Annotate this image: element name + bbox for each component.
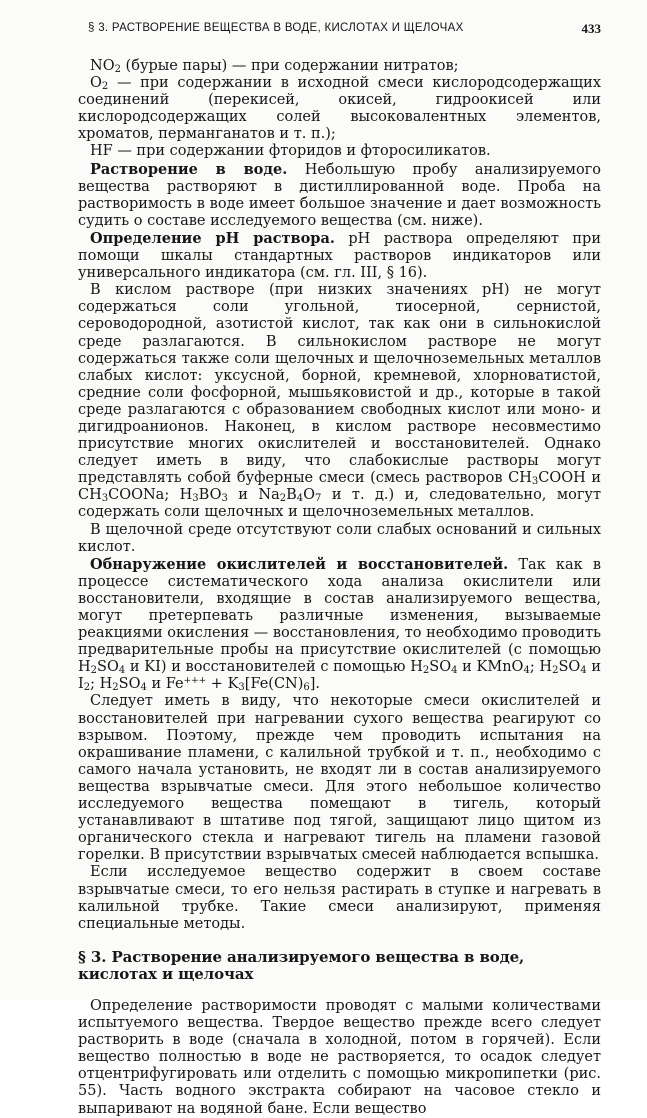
water-heading: Растворение в воде. [90,160,288,178]
ph-heading: Определение pH раствора. [90,229,335,247]
section-paragraph: Определение растворимости проводят с малыми количествами испытуемого вещества. Твердое вещество прежде всего следует растворить в воде (сначала в холодной, потом в горячей). Если вещество полностью в воде не растворяется, то осадок следует отцентрифугировать или отделить с помощью микропипетки (рис. 55). Часть водного экстракта собирают на часовое стекло и выпаривают на водяной бане. Если вещество [78,997,601,1117]
formula-h2so4: $H_2SO_4$ [539,659,587,677]
water-paragraph: Растворение в воде. Небольшую пробу анализируемого вещества растворяют в дистиллированной воде. Проба на растворимость в воде имеет большое значение и дает возможность судить о составе исследуемого вещества (см. ниже). [78,160,602,229]
formula-h2so4: $H_2SO_4$ [78,659,126,677]
formula-ch3coona: $CH_3COONa$; [78,487,180,505]
page-header [88,22,601,42]
section-title: § 3. Растворение анализируемого вещества в воде, кислотах и щелочах [78,947,525,983]
page-number: 433 [581,21,601,36]
alkaline-paragraph: В щелочной среде отсутствуют соли слабых оснований и сильных кислот. [78,521,601,555]
gas-hf-line: HF — при содержании фторидов и фторосиликатов. [90,143,491,160]
ph-paragraph: Определение pH раствора. pH раствора определяют при помощи шкалы стандартных растворов индикаторов или универсального индикатора (см. гл. III, § 16). [78,229,601,282]
formula-h2so4: $H_2SO_4$ [99,676,147,694]
explosive-paragraph-2: Если исследуемое вещество содержит в своем составе взрывчатые смеси, то его нельзя растирать в ступке и нагревать в калильной трубке. Такие смеси анализируют, применяя специальные методы. [78,864,601,932]
formula-h3bo3: $H_3BO_3$ и [179,487,259,505]
formula-borax: $Na_2B_4O_7$ [258,487,322,505]
formula-ch3cooh: $CH_3COOH$ и [508,470,601,488]
gas-no2-line: $NO_2$ (бурые пары) — при содержании нитратов; [90,58,459,75]
explosive-paragraph: Следует иметь в виду, что некоторые смеси окислителей и восстановителей при нагревании сухого вещества реагируют со взрывом. Поэтому, прежде чем проводить испытания на окрашивание пламени, с калильной трубкой и т. п., необходимо с самого начала установить, не входят ли в состав анализируемого вещества взрывчатые смеси. Для этого небольшое количество исследуемого вещества помещают в тигель, который устанавливают в штативе под тягой, защищают лицо щитом из органического стекла и нагревают тигель на пламени газовой горелки. В присутствии взрывчатых смесей наблюдается вспышка. [78,693,601,864]
page-body [78,58,601,1118]
acid-paragraph: В кислом растворе (при низких значениях pH) не могут содержаться соли угольной, тиосерной, сернистой, сероводородной, азотистой кислот, так как они в сильнокислой среде разлагаются. В сильнокислом растворе не могут содержаться также соли щелочных и щелочноземельных металлов слабых кислот: уксусной, борной, кремневой, хлорноватистой, средние соли фосфорной, мышьяковистой и др., которые в такой среде разлагаются с образованием свободных кислот или моно- и дигидроанионов. Наконец, в кислом растворе несовместимо присутствие многих окислителей и восстановителей. Однако следует иметь в виду, что слабокислые растворы могут представлять собой буферные смеси (смесь растворов $CH_3COOH$ и $CH_3COONa$; $H_3BO_3$ и $Na_2B_4O_7$ и т. д.) и, следовательно, могут содержать соли щелочных и щелочноземельных металлов. [78,282,601,521]
gas-o2-line: $O_2$ — при содержании в исходной смеси кислородсодержащих соединений (перекисей, окисей, гидроокисей или кислородсодержащих солей высоковалентных элементов, хроматов, перманганатов и т. п.); [78,75,601,143]
redox-paragraph: Обнаружение окислителей и восстановителей. Так как в процессе систематического хода анализа окислители или восстановители, входящие в состав анализируемого вещества, могут претерпевать различные изменения, вызываемые реакциями окисления — восстановления, то необходимо проводить предварительные пробы на присутствие окислителей (с помощью $H_2SO_4$ и KI) и восстановителей с помощью $H_2SO_4$ и KMnO$_4$; $H_2SO_4$ и $I_2$; $H_2SO_4$ и $Fe^{+++} + K_3[Fe(CN)_6]$. [78,555,602,694]
redox-heading: Обнаружение окислителей и восстановителей. [90,555,509,573]
running-head: § 3. РАСТВОРЕНИЕ ВЕЩЕСТВА В ВОДЕ, КИСЛОТАХ И ЩЕЛОЧАХ [88,22,464,34]
formula-h2so4: $H_2SO_4$ [410,659,458,677]
